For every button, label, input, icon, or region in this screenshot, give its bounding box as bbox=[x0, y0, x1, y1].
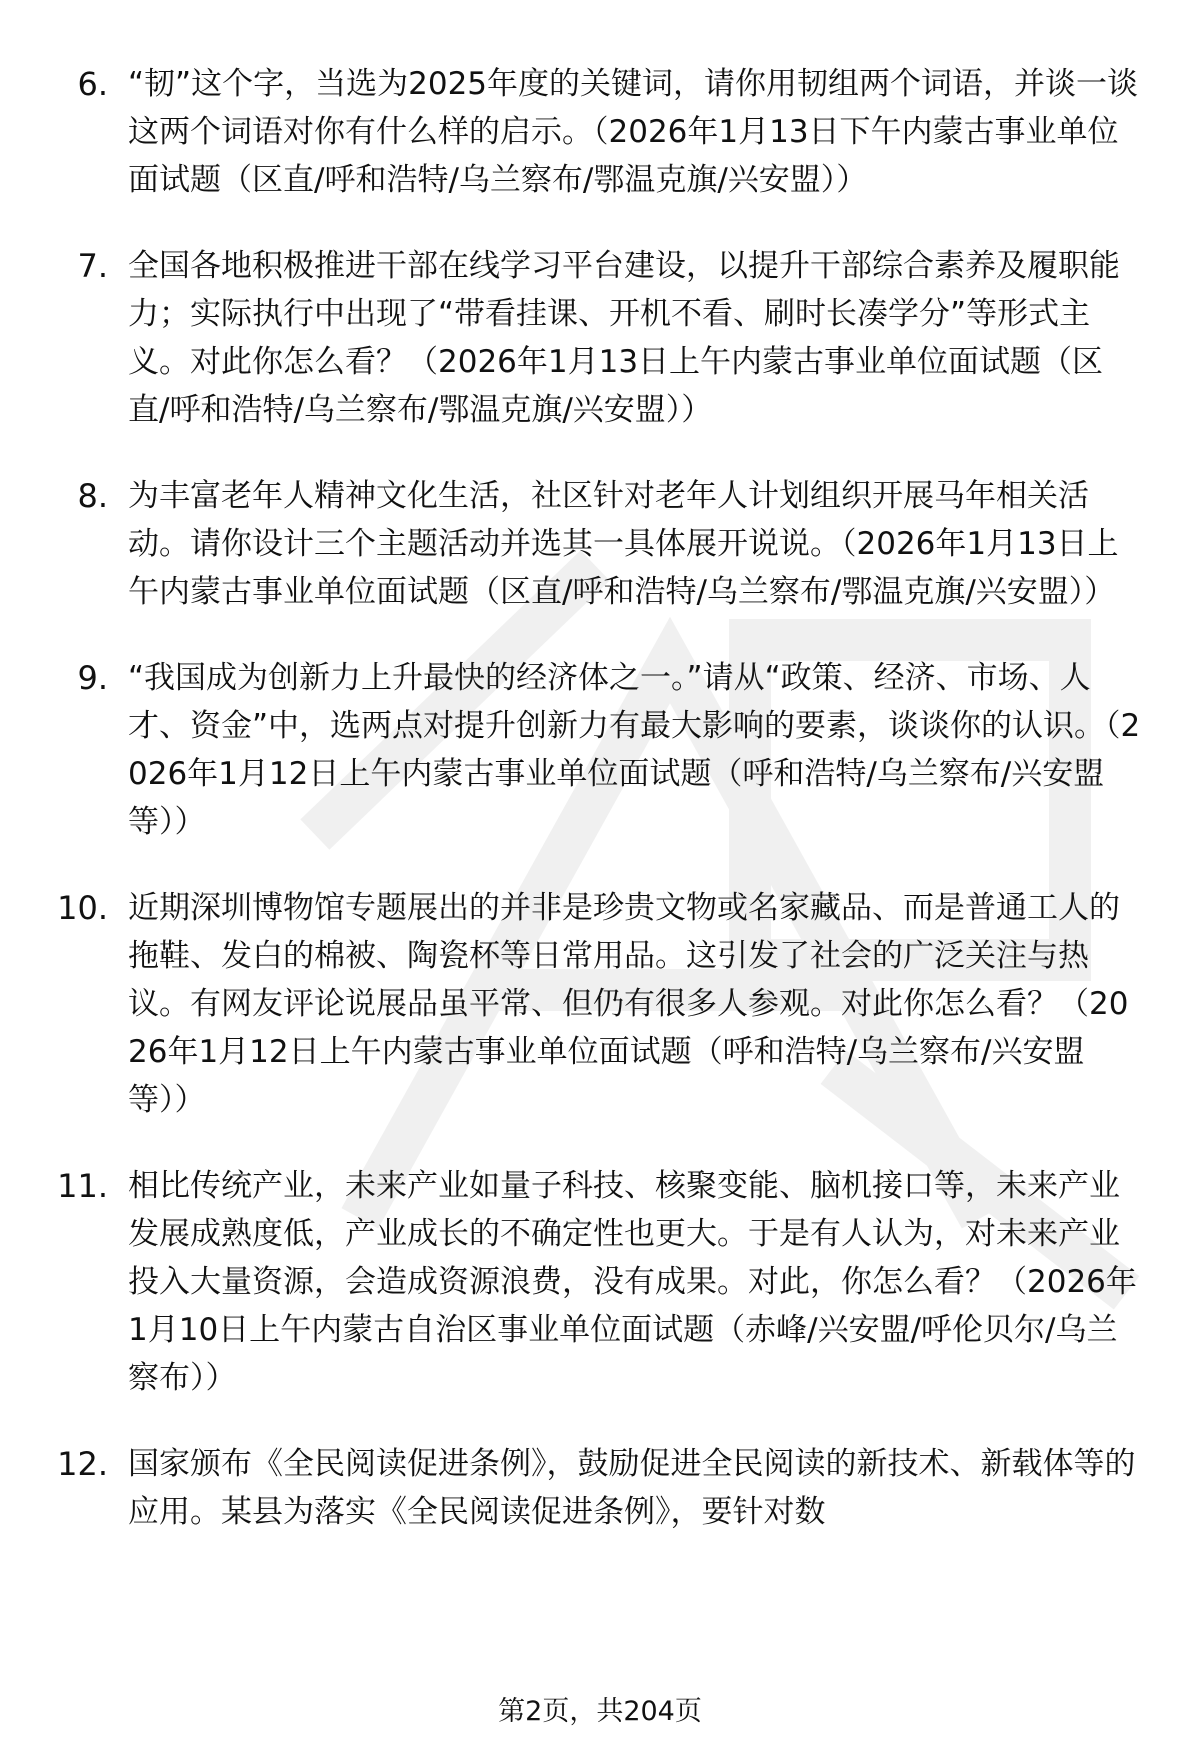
question-item-9 bbox=[0, 654, 1200, 846]
question-list bbox=[0, 60, 1200, 1574]
question-text: 相比传统产业，未来产业如量子科技、核聚变能、脑机接口等，未来产业发展成熟度低，产业成长的不确定性也更大。于是有人认为，对未来产业投入大量资源，会造成资源浪费，没有成果。对此，你怎么看？（2026年1月10日上午内蒙古自治区事业单位面试题（赤峰/兴安盟/呼伦贝尔/乌兰察布）） bbox=[128, 1168, 1137, 1396]
question-text: “韧”这个字，当选为2025年度的关键词，请你用韧组两个词语，并谈一谈这两个词语对你有什么样的启示。（2026年1月13日下午内蒙古事业单位面试题（区直/呼和浩特/乌兰察布/鄂温克旗/兴安盟）） bbox=[128, 66, 1139, 198]
question-text: 国家颁布《全民阅读促进条例》，鼓励促进全民阅读的新技术、新载体等的应用。某县为落实《全民阅读促进条例》，要针对数 bbox=[128, 1446, 1136, 1530]
question-text: 近期深圳博物馆专题展出的并非是珍贵文物或名家藏品、而是普通工人的拖鞋、发白的棉被、陶瓷杯等日常用品。这引发了社会的广泛关注与热议。有网友评论说展品虽平常、但仍有很多人参观。对此你怎么看？（2026年1月12日上午内蒙古事业单位面试题（呼和浩特/乌兰察布/兴安盟等）） bbox=[128, 890, 1129, 1118]
question-item-7 bbox=[0, 242, 1200, 434]
page-footer bbox=[0, 1692, 1200, 1732]
question-item-8 bbox=[0, 472, 1200, 616]
question-item-10 bbox=[0, 884, 1200, 1124]
page-number-text: 第2页，共204页 bbox=[498, 1696, 702, 1727]
question-number: 7. bbox=[77, 247, 108, 285]
question-number: 12. bbox=[57, 1445, 108, 1483]
question-text: 全国各地积极推进干部在线学习平台建设，以提升干部综合素养及履职能力；实际执行中出现了“带看挂课、开机不看、刷时长凑学分”等形式主义。对此你怎么看？（2026年1月13日上午内蒙古事业单位面试题（区直/呼和浩特/乌兰察布/鄂温克旗/兴安盟）） bbox=[128, 248, 1120, 428]
question-item-11 bbox=[0, 1162, 1200, 1402]
question-number: 10. bbox=[57, 889, 108, 927]
question-text: “我国成为创新力上升最快的经济体之一。”请从“政策、经济、市场、人才、资金”中，选两点对提升创新力有最大影响的要素，谈谈你的认识。（2026年1月12日上午内蒙古事业单位面试题（呼和浩特/乌兰察布/兴安盟等）） bbox=[128, 660, 1141, 840]
question-item-12 bbox=[0, 1440, 1200, 1536]
question-text: 为丰富老年人精神文化生活，社区针对老年人计划组织开展马年相关活动。请你设计三个主题活动并选其一具体展开说说。（2026年1月13日上午内蒙古事业单位面试题（区直/呼和浩特/乌兰察布/鄂温克旗/兴安盟）） bbox=[128, 478, 1119, 610]
question-number: 8. bbox=[77, 477, 108, 515]
question-item-6 bbox=[0, 60, 1200, 204]
question-number: 9. bbox=[77, 659, 108, 697]
question-number: 11. bbox=[57, 1167, 108, 1205]
question-number: 6. bbox=[77, 65, 108, 103]
